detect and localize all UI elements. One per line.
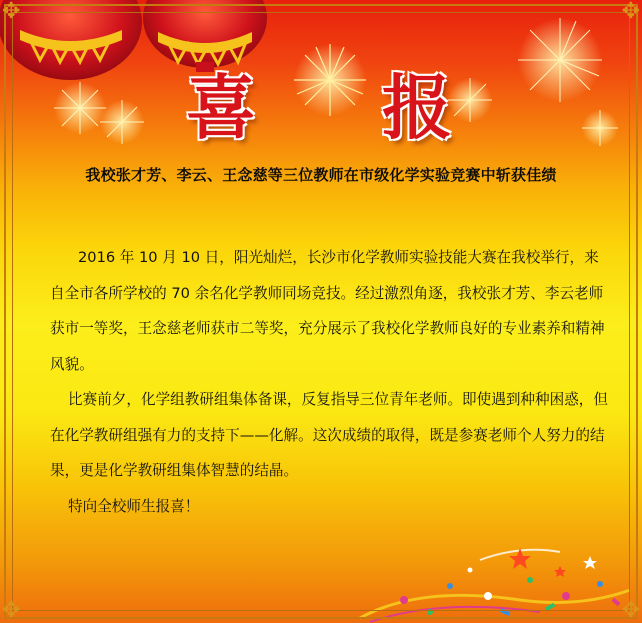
- corner-ornament-bottom-right: ✥: [621, 598, 640, 623]
- headline-char-xi: 喜: [186, 66, 256, 149]
- paragraph-2: 比赛前夕，化学组教研组集体备课，反复指导三位青年老师。即使遇到种种困惑，但在化学教研组强有力的支持下——化解。这次成绩的取得，既是参赛老师个人努力的结果，更是化学教研组集体智慧的结晶。: [50, 391, 608, 479]
- corner-ornament-top-left: ✥: [2, 0, 21, 24]
- corner-ornament-bottom-left: ✥: [2, 598, 21, 623]
- corner-ornament-top-right: ✥: [621, 0, 640, 24]
- announcement-body: [50, 240, 612, 524]
- subtitle: 我校张才芳、李云、王念慈等三位教师在市级化学实验竞赛中斩获佳绩: [85, 166, 557, 184]
- headline-char-bao: 报: [382, 66, 452, 149]
- headline: [0, 68, 642, 158]
- paragraph-3: 特向全校师生报喜！: [68, 497, 200, 515]
- paragraph-1: 2016 年 10 月 10 日，阳光灿烂，长沙市化学教师实验技能大赛在我校举行，来自全市各所学校的 70 余名化学教师同场竞技。经过激烈角逐，我校张才芳、李云老师获市一等奖，王念慈老师获市二等奖，充分展示了我校化学教师良好的专业素养和精神风貌。: [50, 249, 605, 373]
